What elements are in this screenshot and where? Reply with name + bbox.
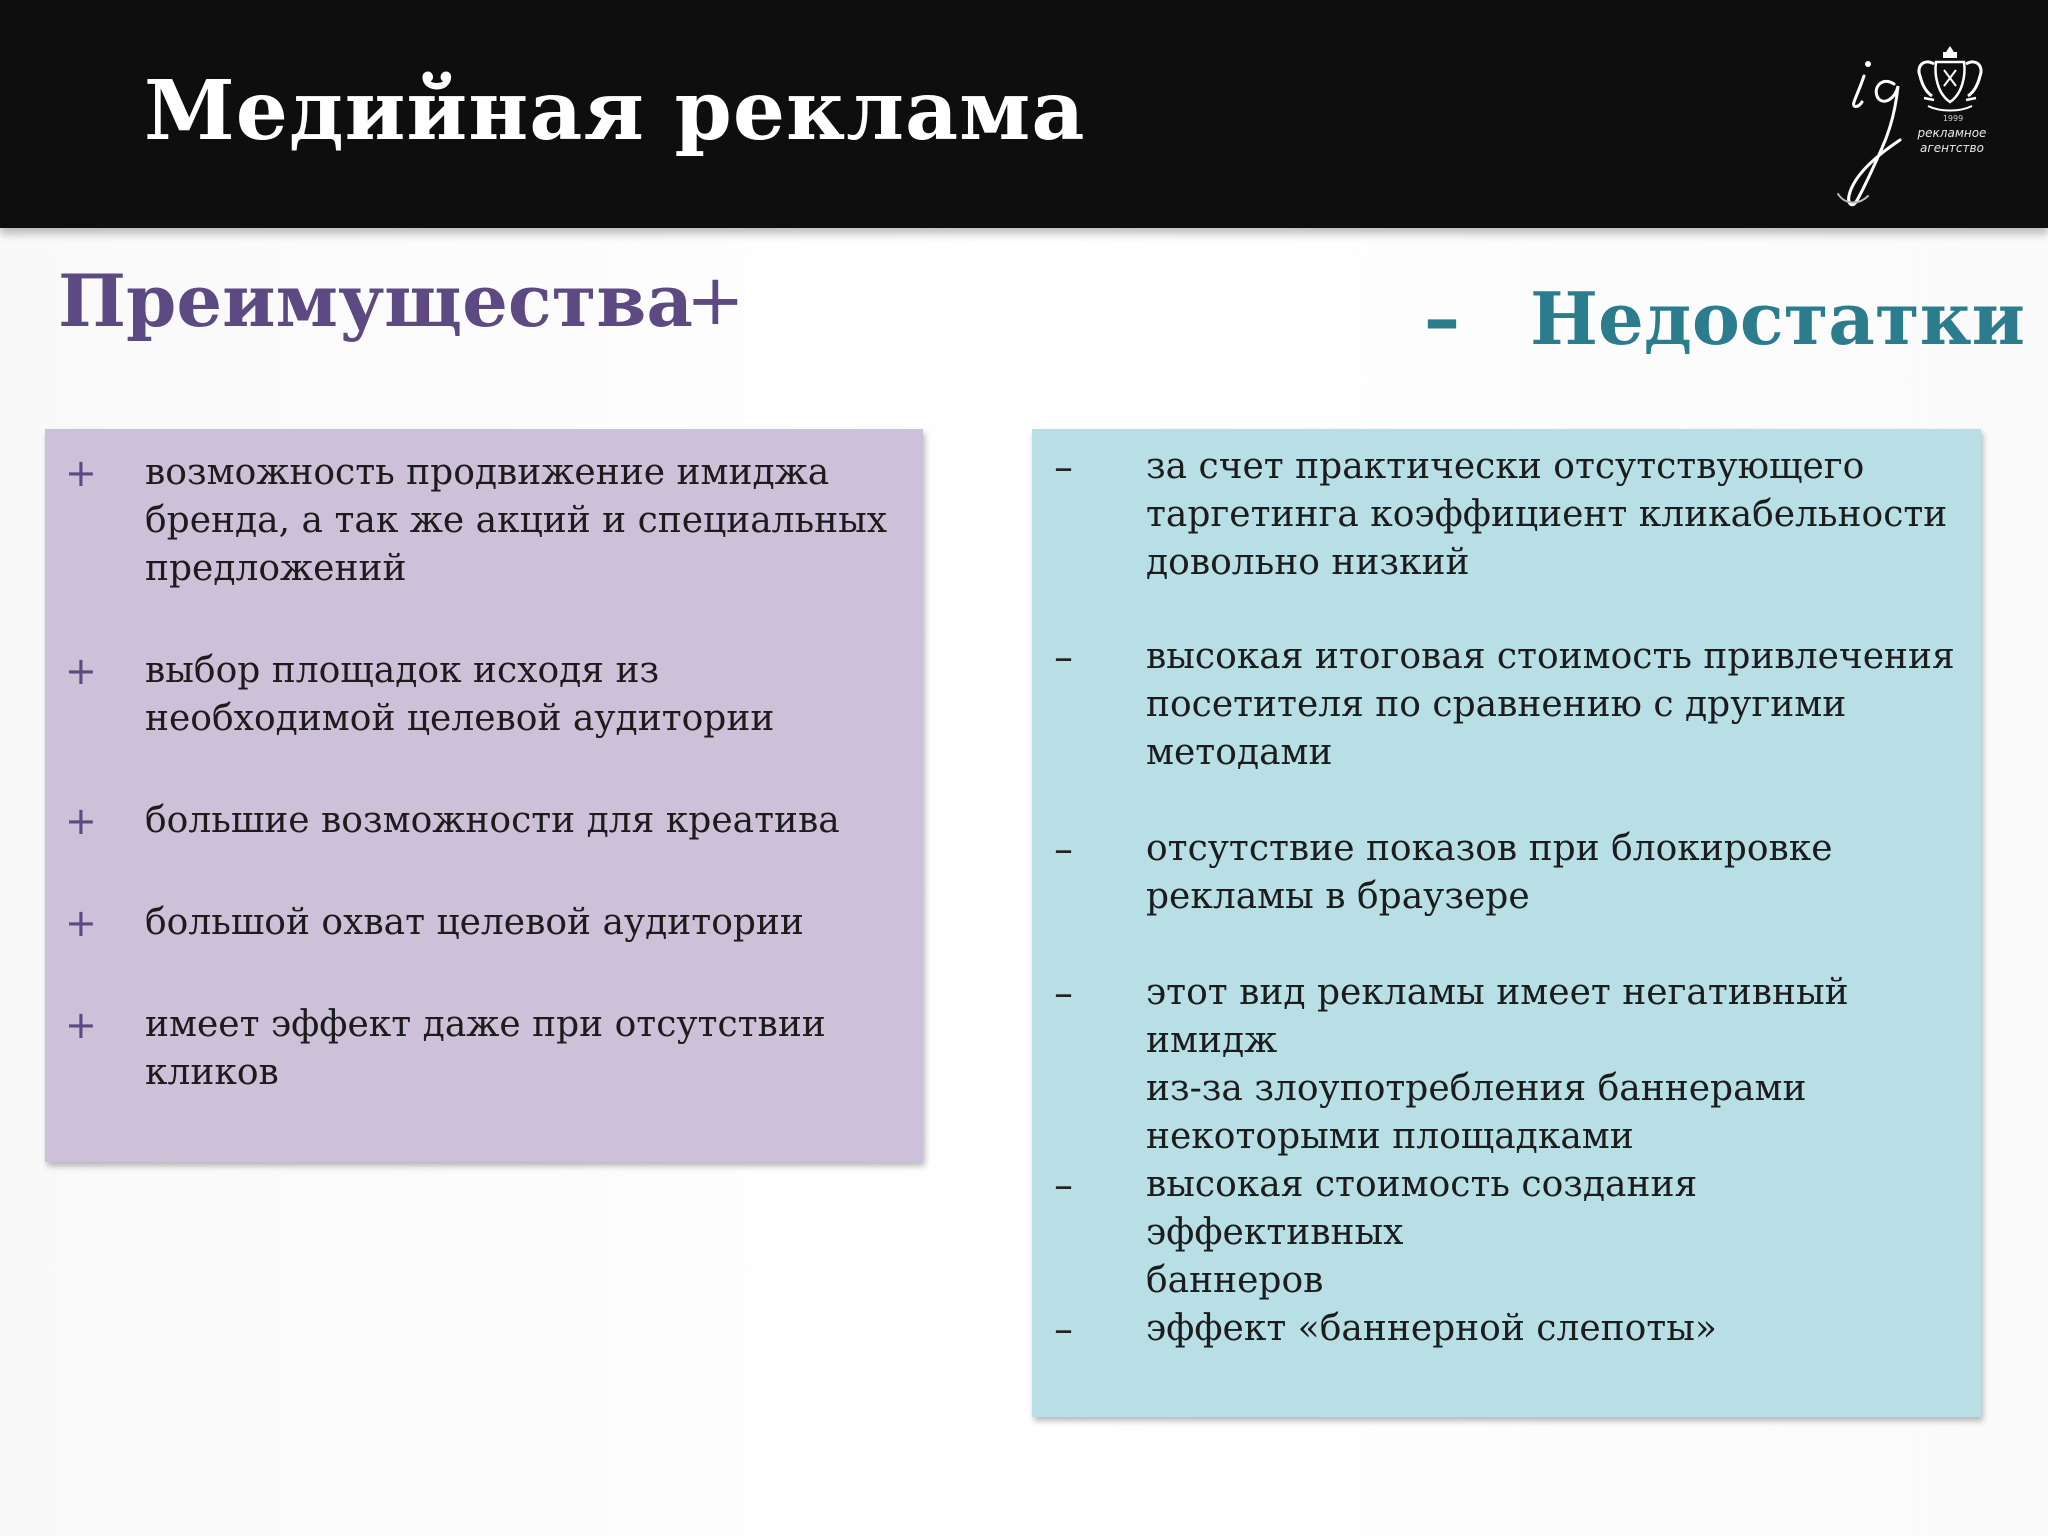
minus-icon: –: [1054, 445, 1073, 489]
disadvantage-text: эффект «баннерной слепоты»: [1146, 1308, 1717, 1349]
logo-caption: [1902, 126, 2002, 156]
disadvantage-text: высокая стоимость создания эффективных баннеров: [1146, 1164, 1698, 1301]
plus-icon: +: [65, 901, 97, 945]
advantage-item: [65, 647, 905, 743]
disadvantages-panel: [1032, 429, 1981, 1417]
advantage-text: большие возможности для креатива: [145, 800, 840, 841]
disadvantage-text: высокая итоговая стоимость привлечения посетителя по сравнению с другими методами: [1146, 636, 1955, 773]
disadvantage-item: [1054, 969, 1964, 1161]
logo-caption-line2: агентство: [1920, 141, 1984, 155]
disadvantage-item: [1054, 633, 1964, 777]
disadvantages-heading: Недостатки: [1530, 276, 2025, 361]
advantage-text: большой охват целевой аудитории: [145, 902, 804, 943]
advantages-panel: [45, 429, 923, 1162]
minus-icon: –: [1054, 971, 1073, 1015]
advantage-text: возможность продвижение имиджа бренда, а так же акций и специальных предложений: [145, 452, 888, 589]
plus-icon: +: [65, 451, 97, 495]
disadvantage-item: [1054, 825, 1964, 921]
disadvantage-item: [1054, 443, 1964, 587]
disadvantage-item: [1054, 1305, 1964, 1353]
logo-year: 1999: [1942, 114, 1964, 123]
disadvantage-text: за счет практически отсутствующего таргетинга коэффициент кликабельности довольно низкий: [1146, 446, 1948, 583]
disadvantage-text: отсутствие показов при блокировке рекламы в браузере: [1146, 828, 1833, 917]
header-bar: [0, 0, 2048, 228]
disadvantages-minus-icon: –: [1424, 277, 1460, 361]
minus-icon: –: [1054, 1307, 1073, 1351]
advantage-text: выбор площадок исходя из необходимой целевой аудитории: [145, 650, 775, 739]
advantages-plus-icon: +: [686, 259, 745, 341]
logo-caption-line1: рекламное: [1917, 126, 1987, 140]
page-title: Медийная реклама: [144, 63, 1086, 159]
advantage-item: [65, 449, 905, 593]
disadvantage-text: этот вид рекламы имеет негативный имидж из-за злоупотребления баннерами некоторыми площадками: [1146, 972, 1849, 1157]
plus-icon: +: [65, 1003, 97, 1047]
minus-icon: –: [1054, 1163, 1073, 1207]
plus-icon: +: [65, 799, 97, 843]
minus-icon: –: [1054, 635, 1073, 679]
advantages-heading: Преимущества: [58, 258, 694, 343]
advantage-item: [65, 899, 905, 947]
advantage-item: [65, 1001, 905, 1097]
advantage-item: [65, 797, 905, 845]
disadvantage-item: [1054, 1161, 1964, 1305]
plus-icon: +: [65, 649, 97, 693]
advantage-text: имеет эффект даже при отсутствии кликов: [145, 1004, 826, 1093]
minus-icon: –: [1054, 827, 1073, 871]
